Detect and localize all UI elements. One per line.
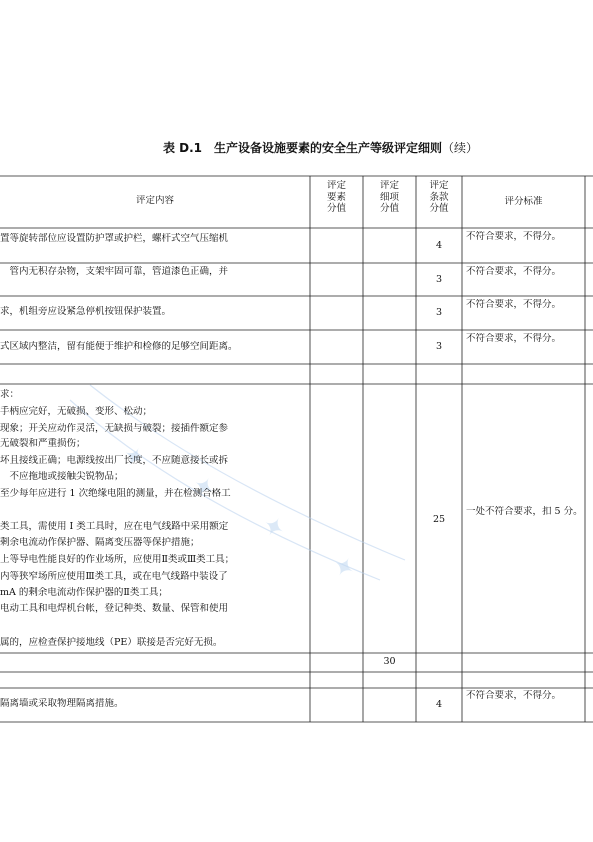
row-content-line: 坏且接线正确；电源线按出厂长度，不应随意接长或拆	[0, 455, 229, 466]
row-content: 式区域内整洁，留有能便于维护和检修的足够空间距离。	[0, 341, 238, 352]
row-clause-score: 4	[435, 699, 443, 710]
row-clause-score: 3	[435, 274, 443, 285]
row-content-line: 现象；开关应动作灵活，无缺损与破裂；接插件额定参	[0, 423, 229, 434]
row-content-line: 不应拖地或接触尖锐物品；	[0, 471, 124, 482]
row-content-line: 手柄应完好，无破损、变形、松动；	[0, 406, 153, 417]
row-content-line: 至少每年应进行 1 次绝缘电阻的测量，并在检测合格工	[0, 488, 231, 499]
row-content-line: 上等导电性能良好的作业场所，应使用Ⅱ类或Ⅲ类工具；	[0, 554, 235, 565]
row-content-line: 电动工具和电焊机台帐，登记种类、数量、保管和使用	[0, 603, 229, 614]
header-element-score: 评定 要素 分值	[326, 180, 346, 214]
row-criteria: 不符合要求，不得分。	[466, 299, 562, 310]
row-content-line: 求：	[0, 389, 20, 400]
row-criteria: 不符合要求，不得分。	[466, 690, 562, 701]
row-criteria: 不符合要求，不得分。	[466, 231, 562, 242]
row-content: 管内无积存杂物，支架牢固可靠，管道漆色正确，并	[0, 266, 229, 277]
svg-text:✦: ✦	[256, 509, 291, 547]
svg-text:✦: ✦	[326, 549, 361, 587]
row-content-line: 无破裂和严重损伤；	[0, 438, 86, 449]
row-content-line: mA 的剩余电流动作保护器的Ⅱ类工具；	[0, 587, 168, 598]
row-clause-score: 25	[432, 514, 446, 525]
row-criteria: 一处不符合要求，扣 5 分。	[466, 506, 583, 517]
row-content-line: 内等狭窄场所应使用Ⅲ类工具，或在电气线路中装设了	[0, 571, 228, 582]
header-criteria: 评分标准	[504, 196, 543, 207]
header-item-score: 评定 细项 分值	[379, 180, 399, 214]
row-content: 隔离墙或采取物理隔离措施。	[0, 698, 124, 709]
header-clause-score: 评定 条款 分值	[429, 180, 449, 214]
header-content: 评定内容	[135, 195, 174, 206]
row-content-line: 类工具，需使用 I 类工具时，应在电气线路中采用额定	[0, 521, 229, 532]
page-title	[0, 139, 593, 157]
subtotal-item-score: 30	[383, 656, 396, 667]
row-clause-score: 3	[435, 341, 443, 352]
row-content: 置等旋转部位应设置防护罩或护栏，螺杆式空气压缩机	[0, 233, 229, 244]
title-main: 表 D.1 生产设备设施要素的安全生产等级评定细则	[162, 141, 443, 155]
row-criteria: 不符合要求，不得分。	[466, 333, 562, 344]
title-suffix: （续）	[442, 141, 479, 155]
row-content-line: 剩余电流动作保护器、隔离变压器等保护措施；	[0, 537, 200, 548]
row-clause-score: 3	[435, 307, 443, 318]
row-clause-score: 4	[435, 240, 443, 251]
row-criteria: 不符合要求，不得分。	[466, 266, 562, 277]
row-content-line: 属的，应检查保护接地线（PE）联接是否完好无损。	[0, 637, 223, 648]
svg-text:✦: ✦	[186, 469, 221, 507]
row-content: 求，机组旁应设紧急停机按钮保护装置。	[0, 306, 172, 317]
svg-text:✦: ✦	[116, 439, 151, 477]
